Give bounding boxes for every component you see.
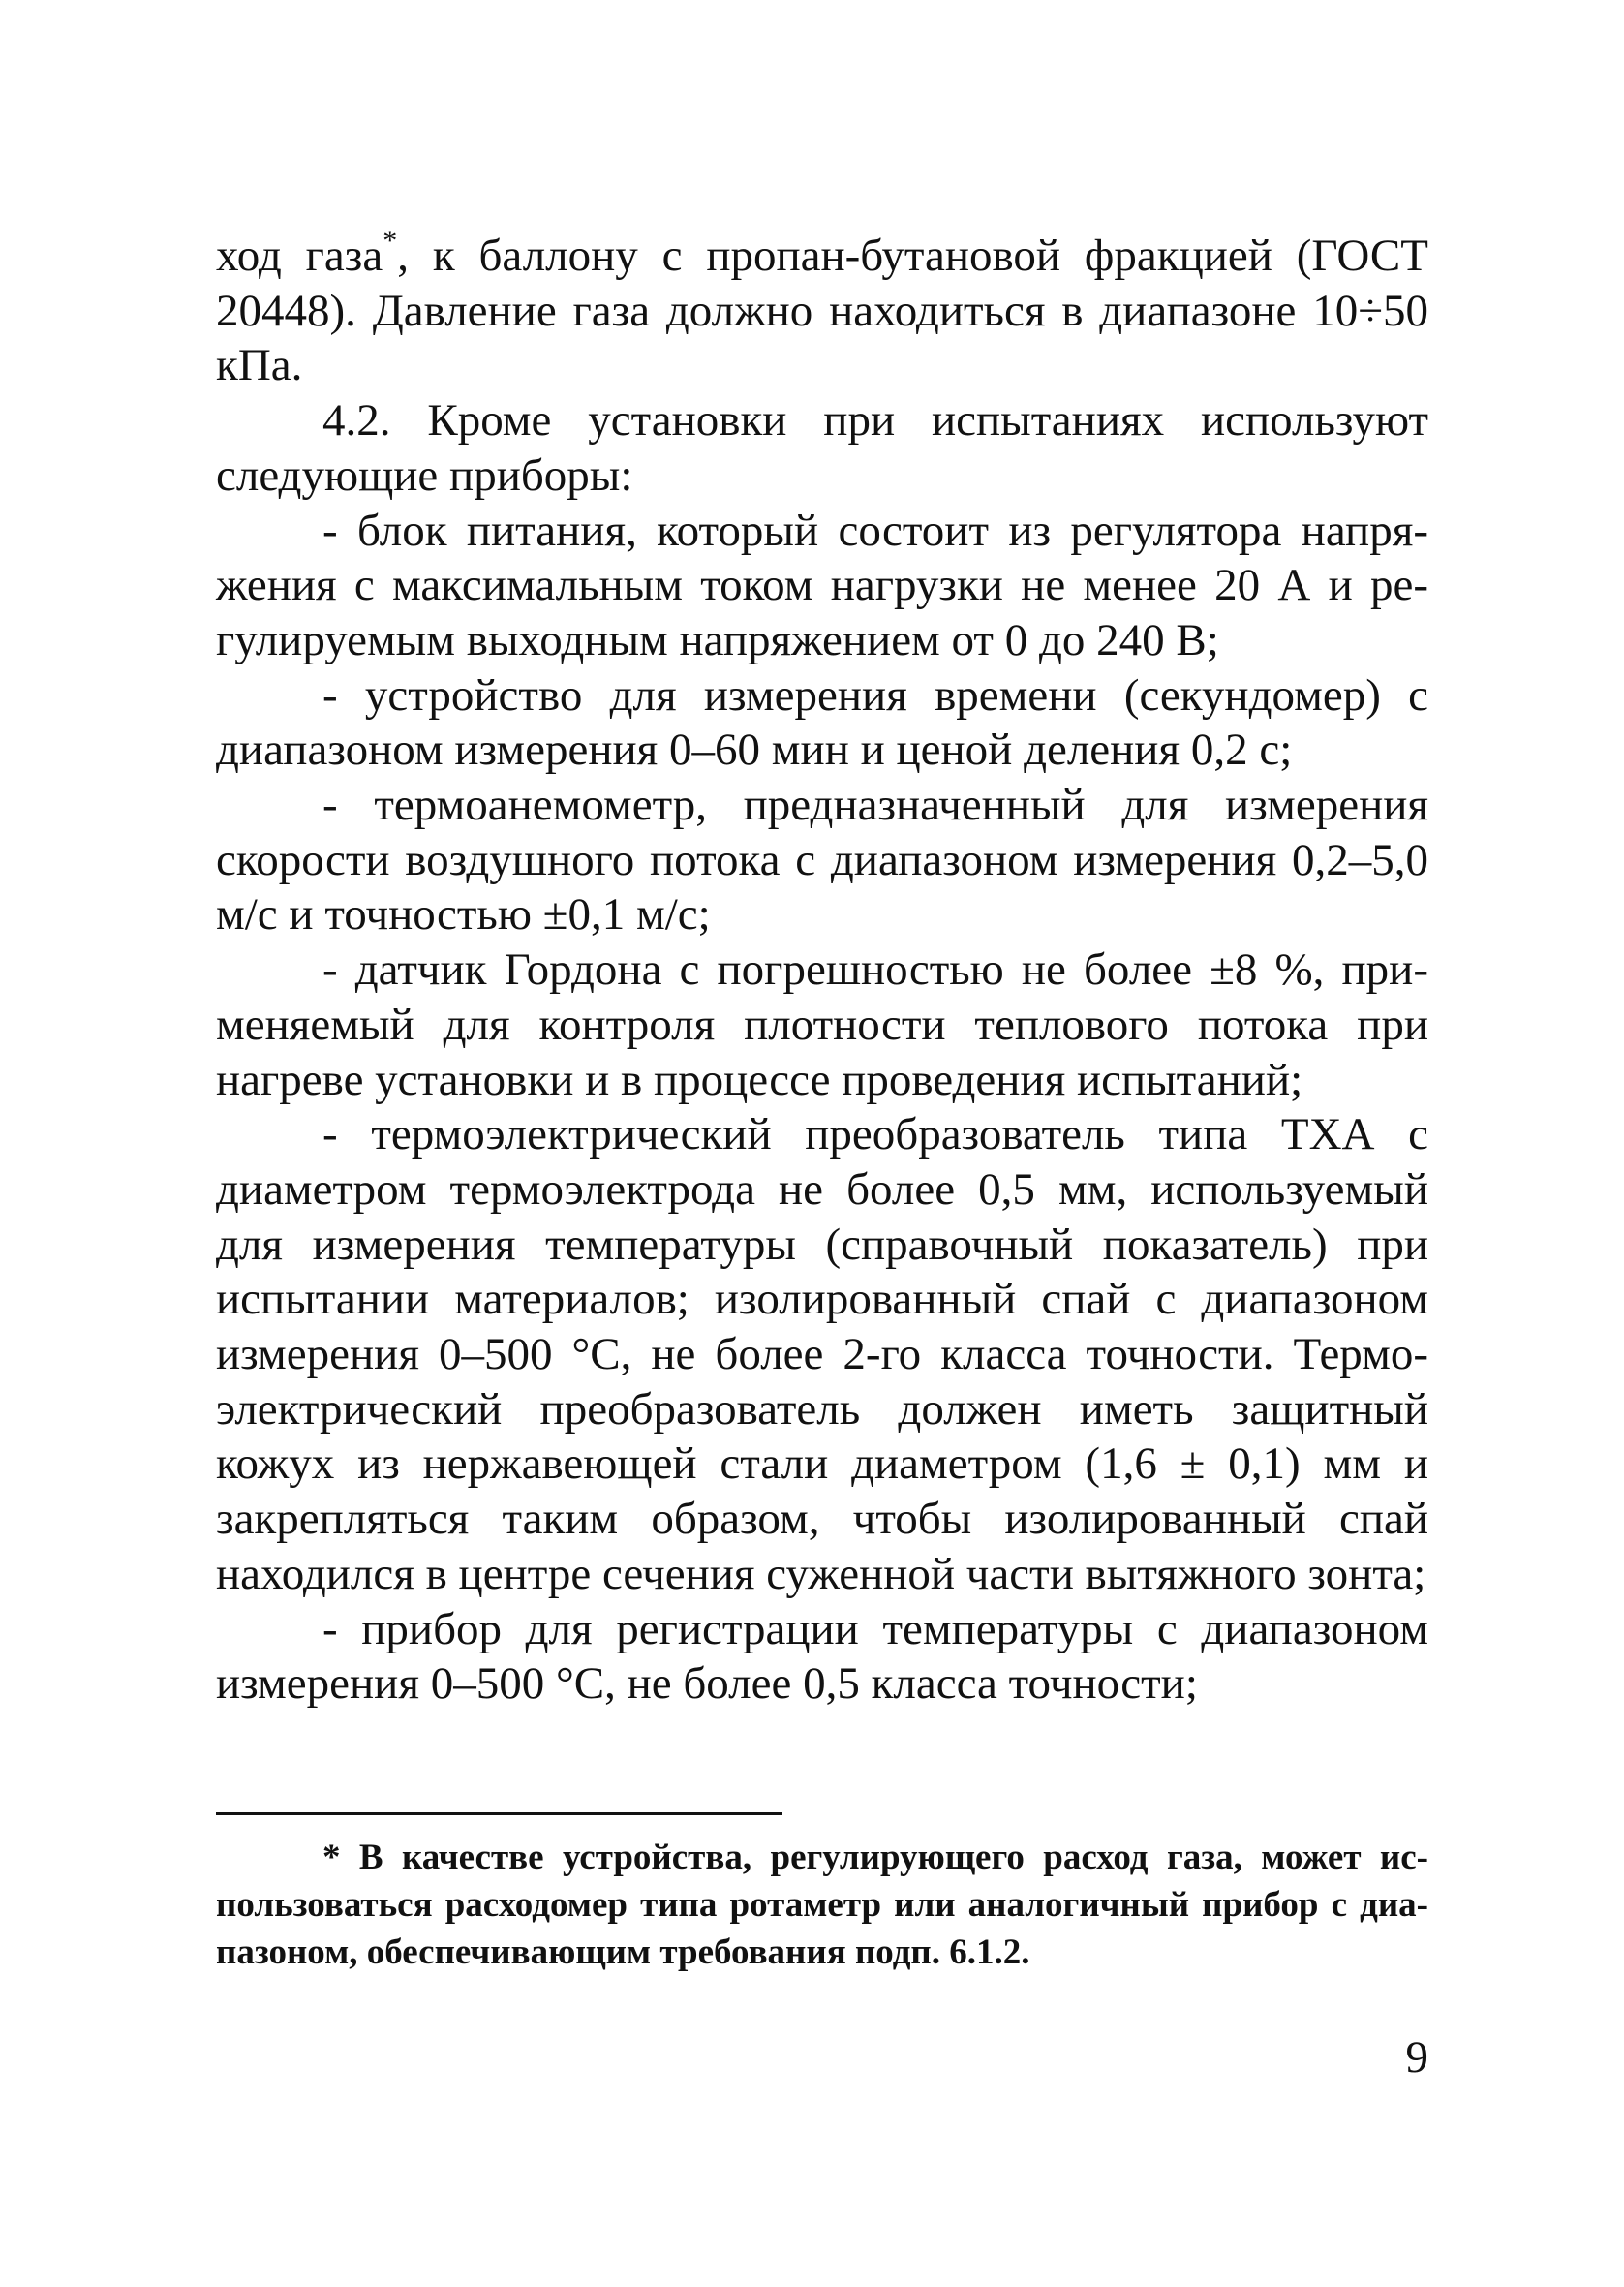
- footnote-mark: *: [383, 225, 398, 258]
- page-number: 9: [1405, 2032, 1428, 2083]
- main-text: [216, 225, 1428, 1712]
- paragraph-gas-supply-end: , к баллону с пропан-бутановой фракцией (ГОСТ 20448). Давление газа должно находиться в диапазоне 10÷50 кПа.: [216, 231, 1428, 391]
- list-item-power-unit: - блок питания, который состоит из регулятора напряжения с максимальным током нагрузки не менее 20 А и регулируемым выходным напряжением от 0 до 240 В;: [216, 505, 1428, 665]
- list-item-stopwatch: - устройство для измерения времени (секундомер) с диапазоном измерения 0–60 мин и ценой деления 0,2 с;: [216, 669, 1428, 776]
- paragraph-4-2: 4.2. Кроме установки при испытаниях используют следующие приборы:: [216, 395, 1428, 501]
- list-item-gordon-sensor: - датчик Гордона с погрешностью не более ±8 %, применяемый для контроля плотности теплового потока при нагреве установки и в процессе проведения испытаний;: [216, 944, 1428, 1105]
- list-item-temperature-recorder: - прибор для регистрации температуры с диапазоном измерения 0–500 °С, не более 0,5 класса точности;: [216, 1603, 1428, 1710]
- paragraph-gas-supply-start: ход газа: [216, 231, 383, 281]
- list-item-thermocouple: - термоэлектрический преобразователь типа ТХА с диаметром термоэлектрода не более 0,5 мм, используемый для измерения температуры (справочный показатель) при испытании материалов; изолированный спай с диапазоном измерения 0–500 °С, не более 2-го класса точности. Термоэлектрический преобразователь должен иметь защитный кожух из нержавеющей стали диаметром (1,6 ± 0,1) мм и закрепляться таким образом, чтобы изолированный спай находился в центре сечения суженной части вытяжного зонта;: [216, 1109, 1428, 1599]
- list-item-thermoanemometer: - термоанемометр, предназначенный для измерения скорости воздушного потока с диапазоном измерения 0,2–5,0 м/с и точностью ±0,1 м/с;: [216, 780, 1428, 941]
- footnote-divider: [216, 1812, 782, 1815]
- paragraph-gas-supply: [216, 225, 1428, 393]
- footnote-text: * В качестве устройства, регулирующего расход газа, может использоваться расходомер типа ротаметр или аналогичный прибор с диапазоном, обеспечивающим требования подп. 6.1.2.: [216, 1838, 1428, 1972]
